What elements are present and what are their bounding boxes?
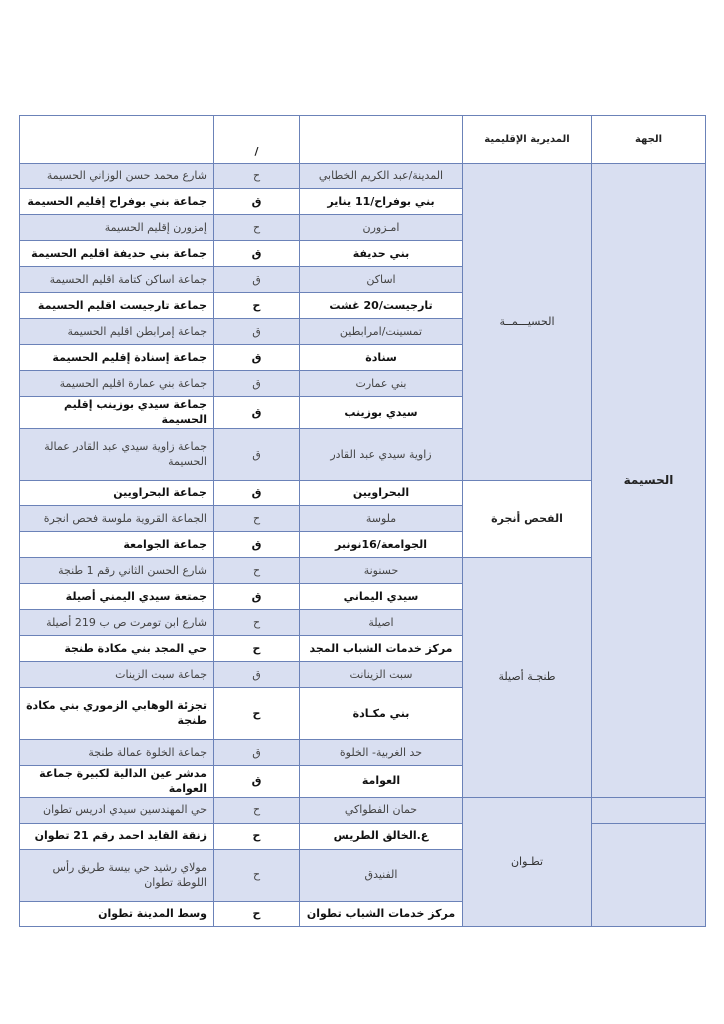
- center-type: ق: [214, 531, 300, 557]
- center-address: جماعة بني عمارة اقليم الحسيمة: [20, 371, 214, 397]
- center-address: إمزورن إقليم الحسيمة: [20, 215, 214, 241]
- center-type: ح: [214, 849, 300, 901]
- province-fahs-anjra: الفحص أنجرة: [463, 480, 592, 557]
- center-name: مركز خدمات الشباب المجد: [300, 635, 463, 661]
- center-name: بني بوفراح/11 يناير: [300, 189, 463, 215]
- center-type: ح: [214, 609, 300, 635]
- center-name: تارجيست/20 غشت: [300, 293, 463, 319]
- region-hoceima: الحسيمة: [592, 164, 706, 798]
- header-type: /: [214, 116, 300, 164]
- center-type: ح: [214, 823, 300, 849]
- center-type: ق: [214, 319, 300, 345]
- center-type: ق: [214, 765, 300, 797]
- center-name: اساكن: [300, 267, 463, 293]
- center-type: ح: [214, 687, 300, 739]
- center-address: تجزئة الوهابي الزموري بني مكادة طنجة: [20, 687, 214, 739]
- center-address: وسط المدينة تطوان: [20, 901, 214, 926]
- center-type: ق: [214, 739, 300, 765]
- center-type: ق: [214, 241, 300, 267]
- center-name: ملوسة: [300, 505, 463, 531]
- center-type: ح: [214, 215, 300, 241]
- header-name: [300, 116, 463, 164]
- center-address: جماعة بني حديفة اقليم الحسيمة: [20, 241, 214, 267]
- center-type: ح: [214, 557, 300, 583]
- center-type: ق: [214, 661, 300, 687]
- center-address: جماعة إمرابطن اقليم الحسيمة: [20, 319, 214, 345]
- center-type: ح: [214, 635, 300, 661]
- province-hoceima: الحسيـــمــة: [463, 164, 592, 481]
- center-name: سيدي بوزينب: [300, 397, 463, 429]
- center-name: بني عمارت: [300, 371, 463, 397]
- center-type: ق: [214, 397, 300, 429]
- table-row: [20, 164, 706, 189]
- center-address: جماعة سيدي بوزينب إقليم الحسيمة: [20, 397, 214, 429]
- region-continuation: [592, 823, 706, 926]
- center-address: جماعة بني بوفراح إقليم الحسيمة: [20, 189, 214, 215]
- center-name: حد الغربية- الخلوة: [300, 739, 463, 765]
- center-address: حي المهندسين سيدي ادريس تطوان: [20, 797, 214, 823]
- center-address: جماعة زاوية سيدي عبد القادر عمالة الحسيمة: [20, 428, 214, 480]
- center-name: بني مكـادة: [300, 687, 463, 739]
- center-type: ق: [214, 267, 300, 293]
- center-type: ح: [214, 164, 300, 189]
- center-name: العوامة: [300, 765, 463, 797]
- center-name: اصيلة: [300, 609, 463, 635]
- center-type: ح: [214, 293, 300, 319]
- center-name: الجوامعة/16نونبر: [300, 531, 463, 557]
- center-name: زاوية سيدي عبد القادر: [300, 428, 463, 480]
- center-address: مدشر عين الدالية لكبيرة جماعة العوامة: [20, 765, 214, 797]
- header-address: [20, 116, 214, 164]
- center-name: بني حديفة: [300, 241, 463, 267]
- center-address: الجماعة القروية ملوسة فحص انجرة: [20, 505, 214, 531]
- center-address: مولاي رشيد حي بيسة طريق رأس اللوطة تطوان: [20, 849, 214, 901]
- center-name: الفنيدق: [300, 849, 463, 901]
- center-type: ق: [214, 345, 300, 371]
- center-address: شارع محمد حسن الوزاني الحسيمة: [20, 164, 214, 189]
- center-name: ع.الخالق الطريس: [300, 823, 463, 849]
- center-type: ق: [214, 480, 300, 505]
- center-address: جماعة تارجيست اقليم الحسيمة: [20, 293, 214, 319]
- center-name: سبت الزينانت: [300, 661, 463, 687]
- center-name: حمان الفطواكي: [300, 797, 463, 823]
- center-name: سيدي اليماني: [300, 583, 463, 609]
- center-type: ح: [214, 901, 300, 926]
- center-type: ق: [214, 371, 300, 397]
- center-name: المدينة/عبد الكريم الخطابي: [300, 164, 463, 189]
- header-province: المديرية الإقليمية: [463, 116, 592, 164]
- center-type: ق: [214, 189, 300, 215]
- table-row: [20, 797, 706, 823]
- center-name: البحراويين: [300, 480, 463, 505]
- region-continuation: [592, 797, 706, 823]
- center-name: حسنونة: [300, 557, 463, 583]
- center-type: ق: [214, 428, 300, 480]
- center-address: زنقة القايد احمد رقم 21 تطوان: [20, 823, 214, 849]
- header-region: الجهة: [592, 116, 706, 164]
- center-address: شارع ابن تومرت ص ب 219 أصيلة: [20, 609, 214, 635]
- youth-centers-table: [19, 115, 706, 927]
- center-name: سنادة: [300, 345, 463, 371]
- center-address: جماعة الجوامعة: [20, 531, 214, 557]
- province-tetouan: تطـوان: [463, 797, 592, 926]
- center-address: جماعة إسنادة إقليم الحسيمة: [20, 345, 214, 371]
- center-type: ق: [214, 583, 300, 609]
- center-address: حي المجد بني مكادة طنجة: [20, 635, 214, 661]
- table-row: [20, 823, 706, 849]
- center-address: جماعة سبت الزينات: [20, 661, 214, 687]
- center-address: جماعة الخلوة عمالة طنجة: [20, 739, 214, 765]
- center-address: جمتعة سيدي اليمني أصيلة: [20, 583, 214, 609]
- center-name: تمسينت/امرابطين: [300, 319, 463, 345]
- center-address: جماعة اساكن كتامة اقليم الحسيمة: [20, 267, 214, 293]
- center-address: شارع الحسن الثاني رقم 1 طنجة: [20, 557, 214, 583]
- center-type: ح: [214, 797, 300, 823]
- center-type: ح: [214, 505, 300, 531]
- center-address: جماعة البحراويين: [20, 480, 214, 505]
- center-name: مركز خدمات الشباب تطوان: [300, 901, 463, 926]
- province-tanger-asilah: طنجـة أصيلة: [463, 557, 592, 797]
- header-row: [20, 116, 706, 164]
- center-name: امـزورن: [300, 215, 463, 241]
